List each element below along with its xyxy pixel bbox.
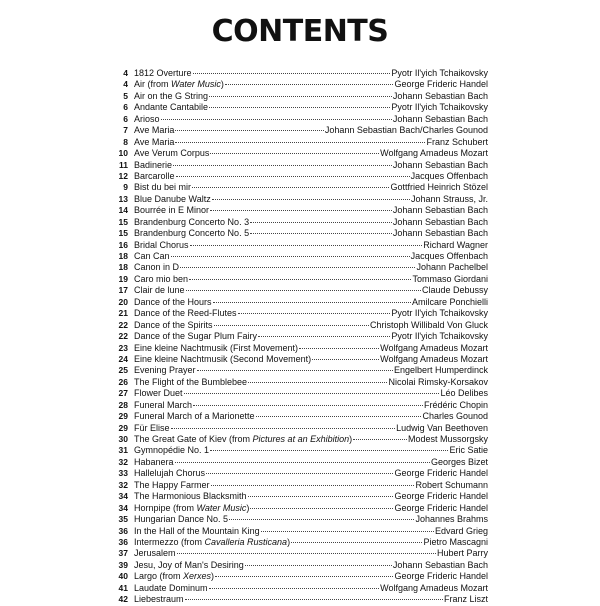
toc-composer: Christoph Willibald Von Gluck <box>369 319 488 330</box>
toc-entry[interactable] <box>114 194 488 205</box>
toc-title-italic: Xerxes <box>183 571 212 582</box>
toc-entry[interactable] <box>114 148 488 159</box>
toc-entry[interactable] <box>114 308 488 319</box>
toc-composer: Gottfried Heinrich Stözel <box>390 182 488 193</box>
toc-page-number: 17 <box>118 285 128 296</box>
toc-leader-dots <box>175 130 324 131</box>
toc-leader-dots <box>209 96 392 97</box>
toc-composer: Johann Sebastian Bach <box>392 159 488 170</box>
toc-leader-dots <box>225 84 394 85</box>
toc-page-number: 34 <box>118 502 128 513</box>
toc-title: Bourrée in E Minor <box>134 205 210 216</box>
toc-composer: Johann Sebastian Bach <box>392 113 488 124</box>
toc-page-number: 32 <box>118 456 128 467</box>
toc-title: The Happy Farmer <box>134 479 210 490</box>
toc-page-number: 5 <box>123 90 128 101</box>
toc-composer: Pyotr Il'yich Tchaikovsky <box>391 331 488 342</box>
toc-title-italic: Pictures at an Exhibition <box>252 434 350 444</box>
toc-leader-dots <box>211 485 415 486</box>
toc-composer: George Frideric Handel <box>394 79 488 90</box>
toc-composer: Franz Schubert <box>426 136 488 147</box>
toc-composer: Johann Sebastian Bach/Charles Gounod <box>324 125 488 136</box>
toc-title: Ave Maria <box>134 125 175 136</box>
toc-composer: Modest Mussorgsky <box>407 434 488 444</box>
toc-leader-dots <box>189 279 411 280</box>
toc-composer: Frédéric Chopin <box>423 399 488 410</box>
toc-entry[interactable] <box>114 171 488 182</box>
toc-leader-dots <box>250 233 392 234</box>
toc-entry[interactable] <box>114 102 488 113</box>
toc-composer: Ludwig Van Beethoven <box>396 422 488 433</box>
toc-entry[interactable] <box>114 91 488 102</box>
toc-title: Clair de lune <box>134 285 185 296</box>
toc-title: Hallelujah Chorus <box>134 468 206 479</box>
toc-entry[interactable] <box>114 251 488 262</box>
toc-title: Dance of the Spirits <box>134 319 213 330</box>
toc-entry[interactable] <box>114 583 488 594</box>
toc-leader-dots <box>184 393 440 394</box>
toc-leader-dots <box>250 508 393 509</box>
toc-leader-dots <box>176 176 410 177</box>
toc-leader-dots <box>180 267 415 268</box>
toc-page-number: 37 <box>118 548 128 559</box>
toc-title: Canon in D <box>134 262 180 273</box>
toc-title: Bist du bei mir <box>134 182 192 193</box>
toc-entry[interactable] <box>114 526 488 537</box>
toc-page-number: 19 <box>118 273 128 284</box>
toc-page-number: 9 <box>123 182 128 193</box>
toc-entry[interactable] <box>114 217 488 228</box>
toc-page-number: 36 <box>118 525 128 536</box>
toc-entry[interactable] <box>114 548 488 559</box>
toc-leader-dots <box>209 107 390 108</box>
toc-composer: Tommaso Giordani <box>412 273 488 284</box>
toc-composer: Wolfgang Amadeus Mozart <box>380 582 488 593</box>
toc-composer: Pyotr Il'yich Tchaikovsky <box>391 102 488 113</box>
toc-title: Funeral March <box>134 399 193 410</box>
toc-title: Arioso <box>134 113 160 124</box>
toc-entry[interactable] <box>114 160 488 171</box>
toc-leader-dots <box>215 576 393 577</box>
toc-page-number: 29 <box>118 411 128 422</box>
toc-title: Evening Prayer <box>134 365 196 376</box>
toc-page-number: 23 <box>118 342 128 353</box>
toc-entry[interactable] <box>114 354 488 365</box>
toc-title: The Great Gate of Kiev (from Pictures at an Exhibition) <box>134 434 353 444</box>
page-title: CONTENTS <box>211 14 389 49</box>
toc-page-number: 6 <box>123 102 128 113</box>
toc-title: In the Hall of the Mountain King <box>134 525 260 536</box>
toc-entry[interactable] <box>114 240 488 251</box>
toc-page-number: 26 <box>118 376 128 387</box>
toc-title: Habanera <box>134 456 174 467</box>
toc-entry[interactable] <box>114 468 488 479</box>
toc-title: Flower Duet <box>134 388 183 399</box>
toc-entry[interactable] <box>114 297 488 308</box>
toc-title: Ave Maria <box>134 136 175 147</box>
toc-leader-dots <box>291 542 422 543</box>
toc-entry[interactable] <box>114 285 488 296</box>
toc-leader-dots <box>250 222 392 223</box>
toc-page-number: 21 <box>118 308 128 319</box>
toc-page-number: 8 <box>123 136 128 147</box>
toc-title: Air on the G String <box>134 90 209 101</box>
toc-page-number: 4 <box>123 68 128 78</box>
toc-leader-dots <box>210 450 448 451</box>
toc-leader-dots <box>256 416 422 417</box>
toc-composer: Johann Sebastian Bach <box>392 90 488 101</box>
toc-entry[interactable] <box>114 377 488 388</box>
toc-page-number: 24 <box>118 353 128 364</box>
toc-leader-dots <box>214 325 369 326</box>
toc-page-number: 28 <box>118 399 128 410</box>
toc-leader-dots <box>175 142 425 143</box>
toc-title: Jesu, Joy of Man's Desiring <box>134 559 244 570</box>
toc-title: Caro mio ben <box>134 273 189 284</box>
toc-title: Dance of the Hours <box>134 296 212 307</box>
toc-page-number: 25 <box>118 365 128 376</box>
toc-title: The Harmonious Blacksmith <box>134 491 247 502</box>
toc-title: Dance of the Sugar Plum Fairy <box>134 331 258 342</box>
toc-leader-dots <box>206 473 393 474</box>
toc-entry[interactable] <box>114 262 488 273</box>
toc-composer: Georges Bizet <box>430 456 488 467</box>
toc-title: Barcarolle <box>134 170 175 181</box>
toc-page-number: 20 <box>118 296 128 307</box>
toc-entry[interactable] <box>114 125 488 136</box>
toc-composer: Johann Sebastian Bach <box>392 205 488 216</box>
toc-leader-dots <box>258 336 390 337</box>
toc-page-number: 18 <box>118 262 128 273</box>
toc-entry[interactable] <box>114 411 488 422</box>
toc-title: Hornpipe (from Water Music) <box>134 502 250 513</box>
toc-composer: Richard Wagner <box>423 239 488 250</box>
toc-leader-dots <box>190 245 423 246</box>
toc-leader-dots <box>212 199 410 200</box>
toc-page-number: 15 <box>118 216 128 227</box>
toc-composer: George Frideric Handel <box>394 571 488 582</box>
toc-composer: Wolfgang Amadeus Mozart <box>380 342 488 353</box>
toc-title: Intermezzo (from Cavalleria Rusticana) <box>134 536 291 547</box>
toc-page-number: 31 <box>118 445 128 456</box>
toc-entry[interactable] <box>114 388 488 399</box>
toc-entry[interactable] <box>114 445 488 456</box>
toc-page-number: 12 <box>118 170 128 181</box>
toc-composer: Johannes Brahms <box>415 514 488 525</box>
toc-page-number: 18 <box>118 251 128 261</box>
toc-entry[interactable] <box>114 537 488 548</box>
toc-entry[interactable] <box>114 331 488 342</box>
toc-entry[interactable] <box>114 343 488 354</box>
toc-page-number: 34 <box>118 491 128 502</box>
toc-title: Andante Cantabile <box>134 102 209 113</box>
toc-title: Air (from Water Music) <box>134 79 224 90</box>
toc-entry[interactable] <box>114 480 488 491</box>
toc-entry[interactable] <box>114 434 488 445</box>
toc-leader-dots <box>171 428 396 429</box>
toc-title: Bridal Chorus <box>134 239 189 250</box>
toc-leader-dots <box>229 519 414 520</box>
toc-composer: Jacques Offenbach <box>410 170 488 181</box>
toc-page-number: 41 <box>118 582 128 593</box>
toc-composer: Johann Sebastian Bach <box>392 559 488 570</box>
toc-title: Badinerie <box>134 159 173 170</box>
toc-page-number: 33 <box>118 468 128 479</box>
toc-leader-dots <box>238 313 391 314</box>
toc-page-number: 40 <box>118 571 128 582</box>
toc-title: Laudate Dominum <box>134 582 208 593</box>
toc-composer: Franz Liszt <box>443 594 488 605</box>
toc-leader-dots <box>192 187 389 188</box>
toc-title: Ave Verum Corpus <box>134 148 210 159</box>
toc-page-number: 6 <box>123 113 128 124</box>
toc-page-number: 4 <box>123 79 128 90</box>
toc-entry[interactable] <box>114 274 488 285</box>
toc-page-number: 39 <box>118 559 128 570</box>
toc-entry[interactable] <box>114 79 488 90</box>
toc-composer: Robert Schumann <box>415 479 488 490</box>
toc-leader-dots <box>248 382 387 383</box>
toc-page-number: 36 <box>118 536 128 547</box>
toc-leader-dots <box>213 302 411 303</box>
toc-page-number: 16 <box>118 239 128 250</box>
toc-entry[interactable] <box>114 514 488 525</box>
toc-page-number: 15 <box>118 228 128 239</box>
toc-title: Hungarian Dance No. 5 <box>134 514 229 525</box>
toc-title: Dance of the Reed-Flutes <box>134 308 237 319</box>
toc-entry[interactable] <box>114 182 488 193</box>
toc-composer: Wolfgang Amadeus Mozart <box>380 353 488 364</box>
toc-composer: Johann Strauss, Jr. <box>410 193 488 204</box>
toc-title-italic: Water Music <box>171 79 221 90</box>
toc-entry[interactable] <box>114 114 488 125</box>
toc-composer: George Frideric Handel <box>394 468 488 479</box>
toc-composer: George Frideric Handel <box>394 491 488 502</box>
toc-title: Brandenburg Concerto No. 5 <box>134 228 250 239</box>
toc-entry[interactable] <box>114 571 488 582</box>
toc-title-italic: Cavalleria Rusticana <box>204 536 288 547</box>
toc-entry[interactable] <box>114 423 488 434</box>
toc-leader-dots <box>193 405 423 406</box>
toc-title: The Flight of the Bumblebee <box>134 376 248 387</box>
toc-title: Funeral March of a Marionette <box>134 411 255 422</box>
toc-composer: Pietro Mascagni <box>423 536 488 547</box>
toc-entry[interactable] <box>114 205 488 216</box>
contents-list <box>114 68 488 606</box>
toc-composer: Johann Pachelbel <box>416 262 488 273</box>
toc-leader-dots <box>209 588 380 589</box>
toc-leader-dots <box>299 348 379 349</box>
toc-page-number: 42 <box>118 594 128 605</box>
toc-title: 1812 Overture <box>134 68 192 78</box>
toc-leader-dots <box>171 256 410 257</box>
toc-leader-dots <box>197 370 393 371</box>
toc-leader-dots <box>353 439 407 440</box>
toc-entry[interactable] <box>114 503 488 514</box>
toc-title: Für Elise <box>134 422 170 433</box>
toc-leader-dots <box>177 553 436 554</box>
toc-page-number: 32 <box>118 479 128 490</box>
toc-page-number: 11 <box>119 159 128 170</box>
toc-composer: Wolfgang Amadeus Mozart <box>380 148 488 159</box>
toc-page-number: 22 <box>118 319 128 330</box>
toc-leader-dots <box>193 73 391 74</box>
toc-title: Can Can <box>134 251 170 261</box>
toc-composer: Johann Sebastian Bach <box>392 228 488 239</box>
toc-leader-dots <box>161 119 392 120</box>
toc-entry[interactable] <box>114 228 488 239</box>
toc-title: Brandenburg Concerto No. 3 <box>134 216 250 227</box>
toc-title: Liebestraum <box>134 594 184 605</box>
toc-entry[interactable] <box>114 320 488 331</box>
toc-page-number: 30 <box>118 434 128 444</box>
toc-composer: Pyotr Il'yich Tchaikovsky <box>391 308 488 319</box>
toc-leader-dots <box>173 165 392 166</box>
toc-page-number: 10 <box>118 148 128 159</box>
toc-title: Gymnopédie No. 1 <box>134 445 210 456</box>
toc-composer: Johann Sebastian Bach <box>392 216 488 227</box>
toc-leader-dots <box>210 210 392 211</box>
toc-entry[interactable] <box>114 400 488 411</box>
toc-leader-dots <box>186 290 421 291</box>
toc-title: Jerusalem <box>134 548 176 559</box>
toc-entry[interactable] <box>114 68 488 79</box>
toc-composer: Charles Gounod <box>422 411 488 422</box>
toc-composer: Nicolai Rimsky-Korsakov <box>388 376 488 387</box>
toc-entry[interactable] <box>114 560 488 571</box>
toc-title: Eine kleine Nachtmusik (Second Movement) <box>134 353 312 364</box>
toc-composer: Engelbert Humperdinck <box>393 365 488 376</box>
toc-title: Eine kleine Nachtmusik (First Movement) <box>134 342 299 353</box>
toc-title-italic: Water Music <box>196 502 247 513</box>
toc-composer: Claude Debussy <box>421 285 488 296</box>
toc-entry[interactable] <box>114 137 488 148</box>
toc-title: Blue Danube Waltz <box>134 193 211 204</box>
toc-leader-dots <box>245 565 392 566</box>
toc-composer: Jacques Offenbach <box>410 251 488 261</box>
toc-page-number: 29 <box>118 422 128 433</box>
toc-leader-dots <box>210 153 379 154</box>
toc-entry[interactable] <box>114 365 488 376</box>
toc-page-number: 27 <box>118 388 128 399</box>
toc-entry[interactable] <box>114 457 488 468</box>
toc-composer: Edvard Grieg <box>434 525 488 536</box>
toc-leader-dots <box>175 462 430 463</box>
toc-title: Largo (from Xerxes) <box>134 571 215 582</box>
toc-composer: Pyotr Il'yich Tchaikovsky <box>391 68 488 78</box>
toc-composer: Eric Satie <box>449 445 488 456</box>
toc-leader-dots <box>261 531 434 532</box>
toc-page-number: 13 <box>118 193 128 204</box>
toc-composer: Amilcare Ponchielli <box>411 296 488 307</box>
toc-page-number: 35 <box>118 514 128 525</box>
toc-composer: Léo Delibes <box>440 388 488 399</box>
toc-entry[interactable] <box>114 491 488 502</box>
toc-page-number: 22 <box>118 331 128 342</box>
toc-leader-dots <box>248 496 394 497</box>
toc-composer: George Frideric Handel <box>394 502 488 513</box>
toc-page-number: 14 <box>118 205 128 216</box>
toc-composer: Hubert Parry <box>436 548 488 559</box>
toc-leader-dots <box>312 359 379 360</box>
toc-page-number: 7 <box>123 125 128 136</box>
